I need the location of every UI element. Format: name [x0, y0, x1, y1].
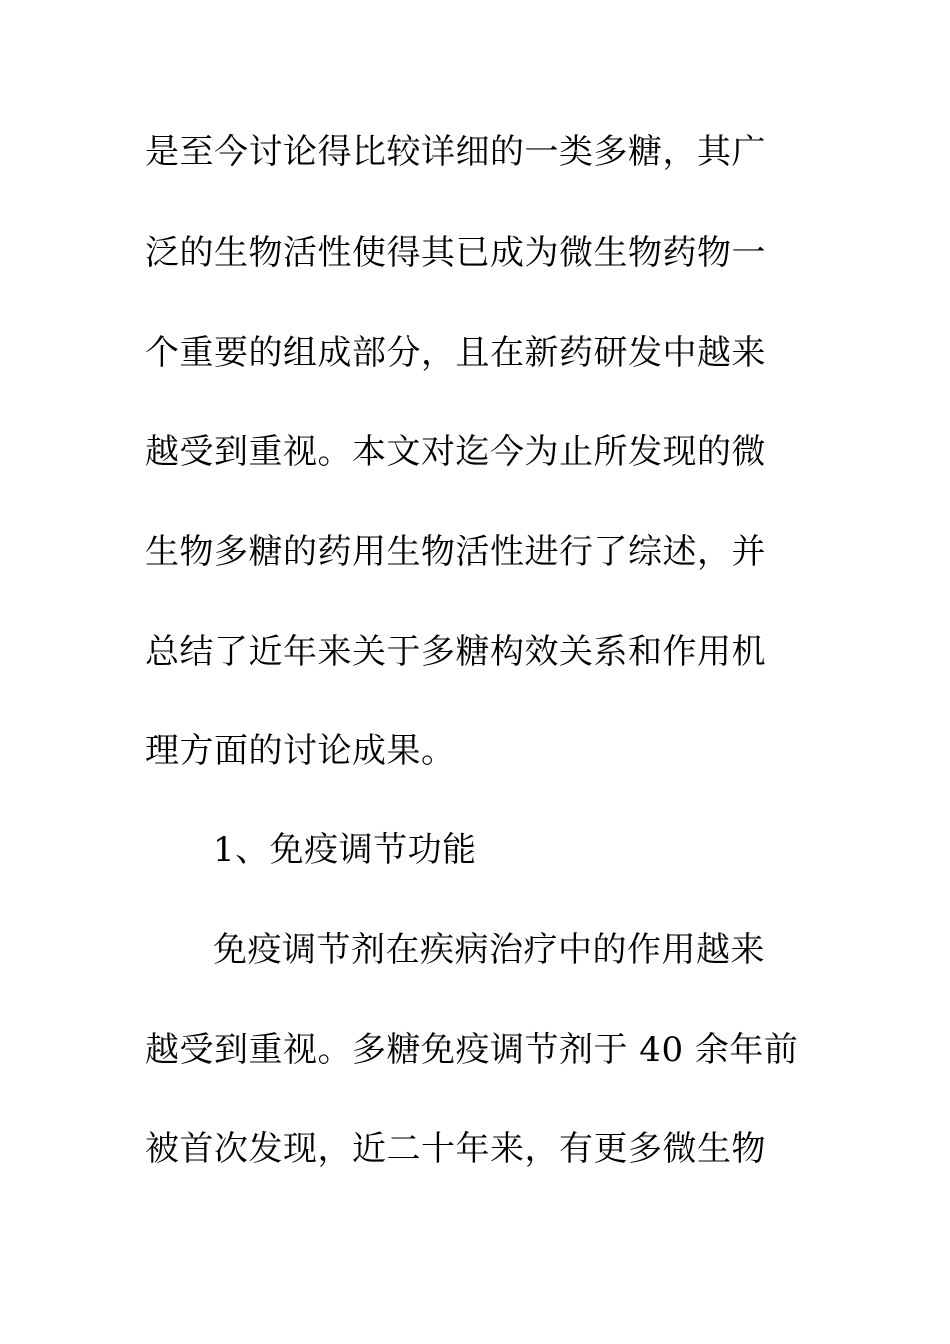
paragraph-line: 越受到重视。多糖免疫调节剂于 40 余年前	[145, 1030, 799, 1070]
section-heading: 1、免疫调节功能	[213, 830, 477, 870]
paragraph-line: 生物多糖的药用生物活性进行了综述，并	[145, 532, 766, 572]
paragraph-line: 被首次发现，近二十年来，有更多微生物	[145, 1129, 766, 1169]
paragraph-line: 总结了近年来关于多糖构效关系和作用机	[145, 632, 766, 672]
paragraph-line: 是至今讨论得比较详细的一类多糖，其广	[145, 132, 766, 172]
paragraph-line: 越受到重视。本文对迄今为止所发现的微	[145, 432, 766, 472]
paragraph-line: 理方面的讨论成果。	[145, 731, 456, 771]
paragraph-line: 免疫调节剂在疾病治疗中的作用越来	[213, 930, 765, 970]
paragraph-line: 泛的生物活性使得其已成为微生物药物一	[145, 233, 766, 273]
paragraph-line: 个重要的组成部分，且在新药研发中越来	[145, 333, 766, 373]
